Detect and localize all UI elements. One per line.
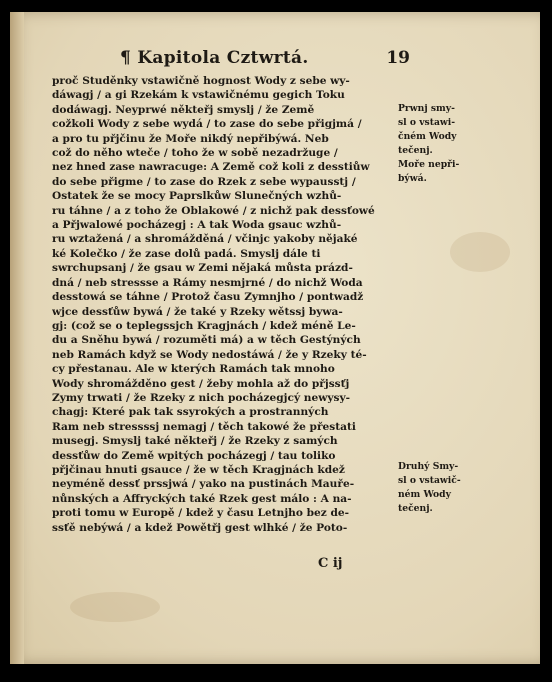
text-line: Wody shromážděno gest / žeby mohla až do přjssťj — [52, 377, 350, 390]
text-line: gj: (což se o teplegssjch Kragjnách / kdež méně Le- — [52, 319, 356, 332]
paper-stain — [450, 232, 510, 272]
text-line: neyméně dessť prssjwá / yako na pustinách Mauře- — [52, 478, 355, 491]
text-line: proč Studěnky vstawičně hognost Wody z sebe wy- — [52, 75, 350, 87]
signature-mark: C ij — [318, 556, 343, 571]
text-line: nůnských a Affryckých také Rzek gest málo : A na- — [52, 492, 352, 505]
text-line: a Přjwalowé pocházegj : A tak Woda gsauc wzhů- — [52, 219, 342, 232]
text-line: Ram neb stressssj nemagj / těch takowé že přestati — [52, 420, 356, 433]
text-line: Ostatek že se mocy Paprslkůw Slunečných wzhů- — [52, 190, 342, 203]
text-line: neb Ramách když se Wody nedostáwá / že y Rzeky té- — [52, 348, 367, 361]
page-number: 19 — [386, 48, 410, 68]
page-gutter — [10, 12, 24, 664]
marginal-note-line: sl o vstawi- — [398, 117, 456, 128]
marginal-note-line: čném Wody — [398, 131, 457, 142]
text-line: ké Kolečko / že zase dolů padá. Smyslj dále ti — [52, 247, 321, 260]
marginal-note-line: Druhý Smy- — [398, 461, 459, 472]
marginal-note-line: Prwnj smy- — [398, 103, 455, 114]
text-line: swrchupsanj / že gsau w Zemi nějaká můsta prázd- — [52, 262, 353, 275]
text-line: dná / neb stressse a Rámy nesmjrné / do nichž Woda — [52, 276, 363, 289]
text-line: do sebe přigme / to zase do Rzek z sebe wypausstj / — [52, 175, 356, 188]
marginal-note-line: tečenj. — [398, 503, 433, 514]
marginal-note-line: tečenj. — [398, 145, 433, 156]
text-line: musegj. Smyslj také někteřj / že Rzeky z samých — [52, 435, 338, 448]
text-line: dodáwagj. Neyprwé někteřj smyslj / že Země — [52, 103, 315, 116]
marginal-note-line: ném Wody — [398, 489, 451, 500]
paper-stain — [70, 592, 160, 622]
marginal-note-line: sl o vstawič- — [398, 475, 461, 486]
text-line: cožkoli Wody z sebe wydá / to zase do sebe přigjmá / — [52, 118, 362, 131]
text-line: cy přestanau. Ale w kterých Ramách tak mnoho — [52, 363, 335, 376]
text-line: dessťůw do Země wpitých pocházegj / tau toliko — [52, 449, 336, 462]
marginal-note-second — [398, 460, 470, 516]
text-line: nez hned zase nawracuge: A Země což koli z desstiůw — [52, 161, 370, 174]
text-line: desstowá se táhne / Protož času Zymnjho / pontwadž — [52, 291, 364, 304]
text-line: dáwagj / a gi Rzekám k vstawičnému gegich Toku — [52, 89, 345, 102]
running-header — [120, 48, 410, 68]
text-line: což do něho wteče / toho že w sobě nezadržuge / — [52, 147, 338, 160]
marginal-note-line: býwá. — [398, 173, 427, 184]
text-line: ru táhne / a z toho že Oblakowé / z nichž pak dessťowé — [52, 204, 375, 217]
text-line: wjce dessťůw bywá / že také y Rzeky wětssj bywa- — [52, 305, 343, 318]
text-line: ssťě nebýwá / a kdež Powětřj gest wlhké / že Poto- — [52, 521, 348, 534]
main-text-block — [52, 74, 378, 535]
text-line: chagj: Které pak tak ssyrokých a prostranných — [52, 406, 329, 419]
text-line: proti tomu w Europě / kdež y času Letnjho bez de- — [52, 507, 350, 520]
marginal-note-first — [398, 102, 470, 186]
text-line: přjčinau hnuti gsauce / že w těch Kragjnách kdež — [52, 463, 345, 476]
text-line: ru wztažená / a shromážděná / včinjc yakoby nějaké — [52, 233, 358, 246]
text-line: a pro tu přjčinu že Moře nikdý nepřibýwá. Neb — [52, 132, 329, 145]
marginal-note-line: Moře nepři- — [398, 159, 460, 170]
text-line: du a Sněhu bywá / rozuměti má) a w těch Gestýných — [52, 334, 361, 347]
text-line: Zymy trwati / že Rzeky z nich pocházegjcý newysy- — [52, 391, 351, 404]
chapter-title: ¶ Kapitola Cztwrtá. — [120, 48, 309, 68]
